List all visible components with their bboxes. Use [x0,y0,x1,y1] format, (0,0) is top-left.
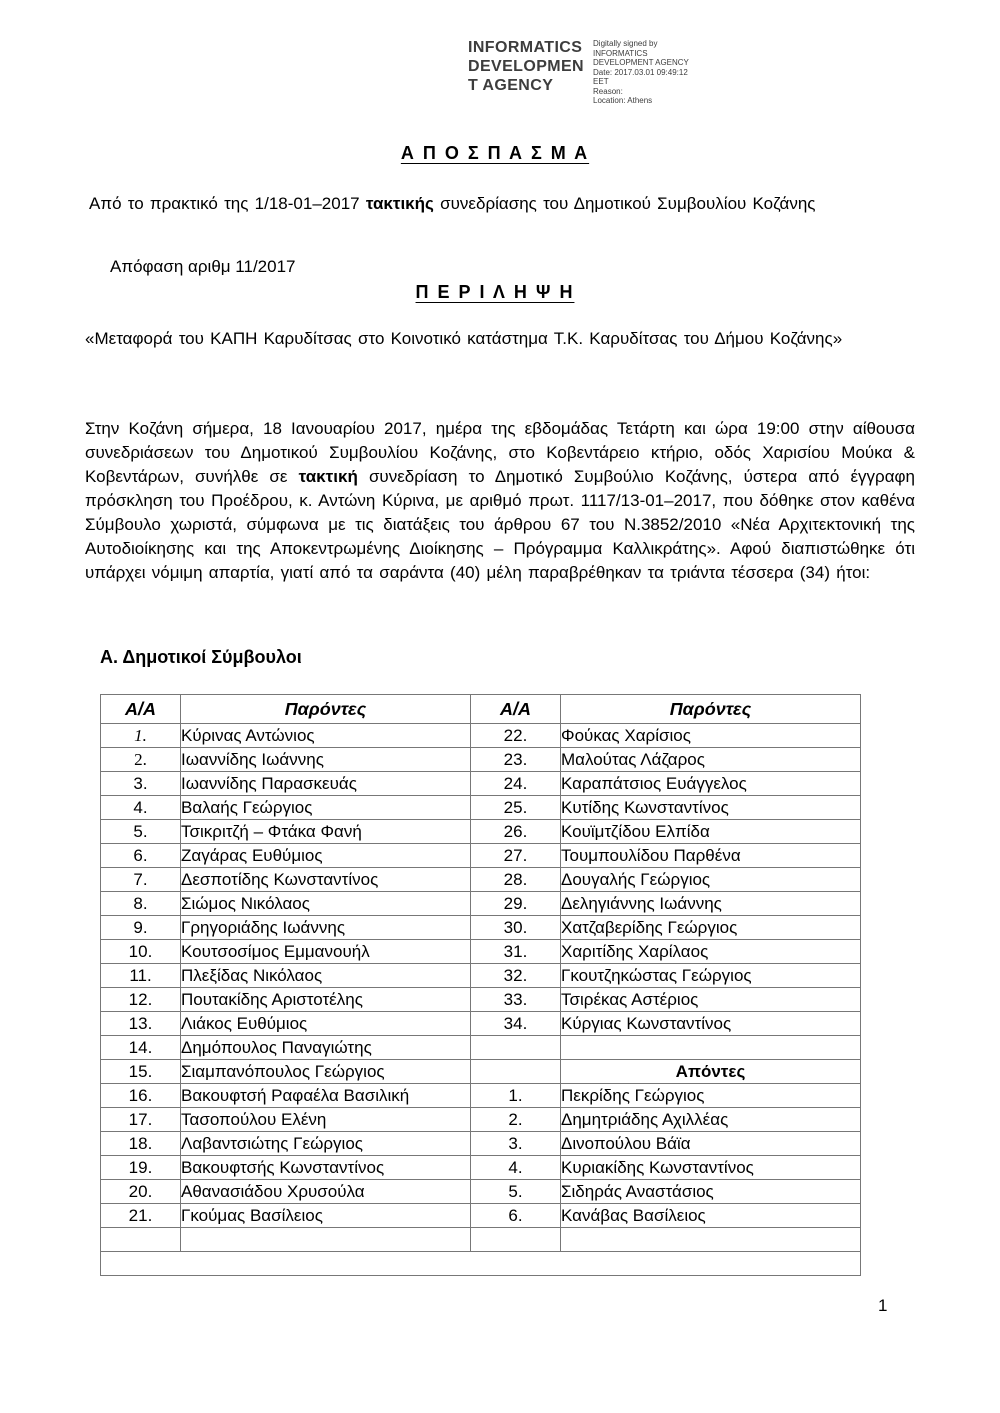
row-number-cell: 30. [471,916,561,940]
row-number-cell: 5. [101,820,181,844]
row-number-cell: 18. [101,1132,181,1156]
table-row [101,1180,861,1204]
row-number-cell: 24. [471,772,561,796]
table-row [101,1012,861,1036]
body-text: Στην Κοζάνη σήμερα, 18 Ιανουαρίου 2017, ημέρα της εβδομάδας Τετάρτη και ώρα 19:00 στην αίθουσα συνεδριάσεων του Δημοτικού Συμβουλίου Κοζάνης, στο Κοβεντάρειο κτήριο, οδός Χαρισίου Μούκα & Κοβεντάρων, συνήλθε σε [85,419,915,486]
signature-detail-line: Date: 2017.03.01 09:49:12 [593,67,688,77]
intro-paragraph [85,192,919,216]
row-number-cell: 20. [101,1180,181,1204]
row-number-cell: 9. [101,916,181,940]
table-row [101,1204,861,1228]
table-header-row [101,695,861,724]
member-name-cell: Δημόπουλος Παναγιώτης [181,1036,471,1060]
row-number-cell: 17. [101,1108,181,1132]
member-name-cell: Πουτακίδης Αριστοτέλης [181,988,471,1012]
col-header-aa-right: Α/Α [471,695,561,724]
member-name-cell: Τασοπούλου Ελένη [181,1108,471,1132]
member-name-cell: Κανάβας Βασίλειος [561,1204,861,1228]
member-name-cell: Γκούμας Βασίλειος [181,1204,471,1228]
table-row [101,1228,861,1252]
member-name-cell: Κυριακίδης Κωνσταντίνος [561,1156,861,1180]
member-name-cell: Σιδηράς Αναστάσιος [561,1180,861,1204]
subject-paragraph: «Μεταφορά του ΚΑΠΗ Καρυδίτσας στο Κοινοτικό κατάστημα Τ.Κ. Καρυδίτσας του Δήμου Κοζάνης» [85,329,843,348]
table-row [101,868,861,892]
row-number-cell: 5. [471,1180,561,1204]
row-number-cell: 2. [471,1108,561,1132]
member-name-cell: Δουγαλής Γεώργιος [561,868,861,892]
row-number-cell [471,1036,561,1060]
row-number-cell: 6. [101,844,181,868]
table-row [101,724,861,748]
row-number-cell: 6. [471,1204,561,1228]
row-number-cell: 25. [471,796,561,820]
member-name-cell: Δεσποτίδης Κωνσταντίνος [181,868,471,892]
member-name-cell: Λαβαντσιώτης Γεώργιος [181,1132,471,1156]
member-name-cell [561,1036,861,1060]
member-name-cell: Βαλαής Γεώργιος [181,796,471,820]
table-row [101,1060,861,1084]
council-members-table [100,694,861,1276]
member-name-cell: Κύργιας Κωνσταντίνος [561,1012,861,1036]
document-title: Α Π Ο Σ Π Α Σ Μ Α [400,143,590,163]
decision-number: Απόφαση αριθμ 11/2017 [110,257,296,276]
row-number-cell: 26. [471,820,561,844]
table-row [101,1108,861,1132]
member-name-cell: Χαριτίδης Χαρίλαος [561,940,861,964]
section-heading: Α. Δημοτικοί Σύμβουλοι [100,647,302,667]
col-header-aa-left: Α/Α [101,695,181,724]
signature-detail-line: Digitally signed by [593,39,658,48]
signature-detail-line: DEVELOPMENT AGENCY [593,58,689,67]
row-number-cell: 28. [471,868,561,892]
table-row [101,892,861,916]
table-row [101,748,861,772]
row-number-cell: 19. [101,1156,181,1180]
table-row [101,988,861,1012]
row-number-cell: 1. [471,1084,561,1108]
member-name-cell: Τσιρέκας Αστέριος [561,988,861,1012]
member-name-cell: Σιαμπανόπουλος Γεώργιος [181,1060,471,1084]
body-text: συνεδρίαση το Δημοτικό Συμβούλιο Κοζάνης, ύστερα από έγγραφη πρόσκληση του Προέδρου, κ. Αντώνη Κύρινα, με αριθμό πρωτ. 1117/13-01–2017, που δόθηκε στον καθένα Σύμβουλο χωριστά, σύμφωνα με τις διατάξεις του άρθρου 67 του Ν.3852/2010 «Νέα Αρχιτεκτονική της Αυτοδιοίκησης και της Αποκεντρωμένης Διοίκησης – Πρόγραμμα Καλλικράτης». Αφού διαπιστώθηκε ότι υπάρχει νόμιμη απαρτία, γιατί από τα σαράντα (40) μέλη παραβρέθηκαν τα τριάντα τέσσερα (34) ήτοι: [85,467,915,582]
row-number-cell: 32. [471,964,561,988]
col-header-present-left: Παρόντες [181,695,471,724]
member-name-cell: Σιώμος Νικόλαος [181,892,471,916]
row-number-cell: 1. [101,724,181,748]
row-number-cell: 7. [101,868,181,892]
digital-signature-stamp [468,38,689,106]
row-number-cell: 23. [471,748,561,772]
member-name-cell: Γρηγοριάδης Ιωάννης [181,916,471,940]
row-number-cell: 21. [101,1204,181,1228]
member-name-cell: Κύρινας Αντώνιος [181,724,471,748]
body-paragraph [85,417,915,585]
row-number-cell: 33. [471,988,561,1012]
table-row [101,940,861,964]
member-name-cell: Βακουφτσής Κωνσταντίνος [181,1156,471,1180]
signature-details [593,38,689,106]
row-number-cell: 2. [101,748,181,772]
row-number-cell: 29. [471,892,561,916]
row-number-cell: 10. [101,940,181,964]
empty-merged-cell [101,1252,861,1276]
table-row [101,1036,861,1060]
signature-detail-line: Reason: [593,86,623,96]
member-name-cell: Καραπάτσιος Ευάγγελος [561,772,861,796]
council-table-body [101,724,861,1276]
row-number-cell: 11. [101,964,181,988]
body-bold-word: τακτική [298,467,358,486]
row-number-cell: 31. [471,940,561,964]
member-name-cell: Τσικριτζή – Φτάκα Φανή [181,820,471,844]
row-number-cell: 13. [101,1012,181,1036]
member-name-cell: Δημητριάδης Αχιλλέας [561,1108,861,1132]
member-name-cell: Ιωαννίδης Παρασκευάς [181,772,471,796]
member-name-cell: Αθανασιάδου Χρυσούλα [181,1180,471,1204]
row-number-cell: 22. [471,724,561,748]
table-row [101,1132,861,1156]
signer-name-line: INFORMATICS [468,39,583,56]
member-name-cell: Λιάκος Ευθύμιος [181,1012,471,1036]
member-name-cell: Κυτίδης Κωνσταντίνος [561,796,861,820]
table-row [101,772,861,796]
signature-detail-line: Location: Athens [593,96,653,105]
row-number-cell: 14. [101,1036,181,1060]
row-number-cell [471,1060,561,1084]
table-row [101,1156,861,1180]
table-row [101,796,861,820]
member-name-cell: Κουϊμτζίδου Ελπίδα [561,820,861,844]
row-number-cell: 3. [471,1132,561,1156]
row-number-cell: 12. [101,988,181,1012]
member-name-cell: Δινοπούλου Βάϊα [561,1132,861,1156]
member-name-cell: Τουμπουλίδου Παρθένα [561,844,861,868]
signer-name [468,38,584,106]
row-number-cell: 4. [471,1156,561,1180]
member-name-cell: Απόντες [561,1060,861,1084]
page-number: 1 [878,1296,888,1315]
intro-text: Από το πρακτικό της 1/18-01–2017 [89,194,366,213]
member-name-cell: Χατζαβερίδης Γεώργιος [561,916,861,940]
summary-heading: Π Ε Ρ Ι Λ Η Ψ Η [415,282,575,302]
member-name-cell: Κουτσοσίμος Εμμανουήλ [181,940,471,964]
table-row [101,820,861,844]
member-name-cell: Ζαγάρας Ευθύμιος [181,844,471,868]
member-name-cell: Πλεξίδας Νικόλαος [181,964,471,988]
table-row [101,844,861,868]
row-number-cell [101,1228,181,1252]
row-number-cell: 8. [101,892,181,916]
intro-bold-word: τακτικής [365,194,434,213]
member-name-cell [561,1228,861,1252]
table-row-empty-merged [101,1252,861,1276]
member-name-cell [181,1228,471,1252]
member-name-cell: Μαλούτας Λάζαρος [561,748,861,772]
member-name-cell: Ιωαννίδης Ιωάννης [181,748,471,772]
col-header-present-right: Παρόντες [561,695,861,724]
signer-name-line: DEVELOPMEN [468,58,585,75]
signature-detail-line: EET [593,77,609,86]
row-number-cell: 27. [471,844,561,868]
row-number-cell: 15. [101,1060,181,1084]
row-number-cell: 3. [101,772,181,796]
table-row [101,964,861,988]
member-name-cell: Δεληγιάννης Ιωάννης [561,892,861,916]
table-row [101,1084,861,1108]
table-row [101,916,861,940]
row-number-cell [471,1228,561,1252]
row-number-cell: 34. [471,1012,561,1036]
member-name-cell: Φούκας Χαρίσιος [561,724,861,748]
signer-name-line: T AGENCY [468,77,554,94]
member-name-cell: Πεκρίδης Γεώργιος [561,1084,861,1108]
row-number-cell: 4. [101,796,181,820]
member-name-cell: Βακουφτσή Ραφαέλα Βασιλική [181,1084,471,1108]
row-number-cell: 16. [101,1084,181,1108]
member-name-cell: Γκουτζηκώστας Γεώργιος [561,964,861,988]
signature-detail-line: INFORMATICS [593,48,648,58]
intro-text: συνεδρίασης του Δημοτικού Συμβουλίου Κοζάνης [433,194,816,213]
